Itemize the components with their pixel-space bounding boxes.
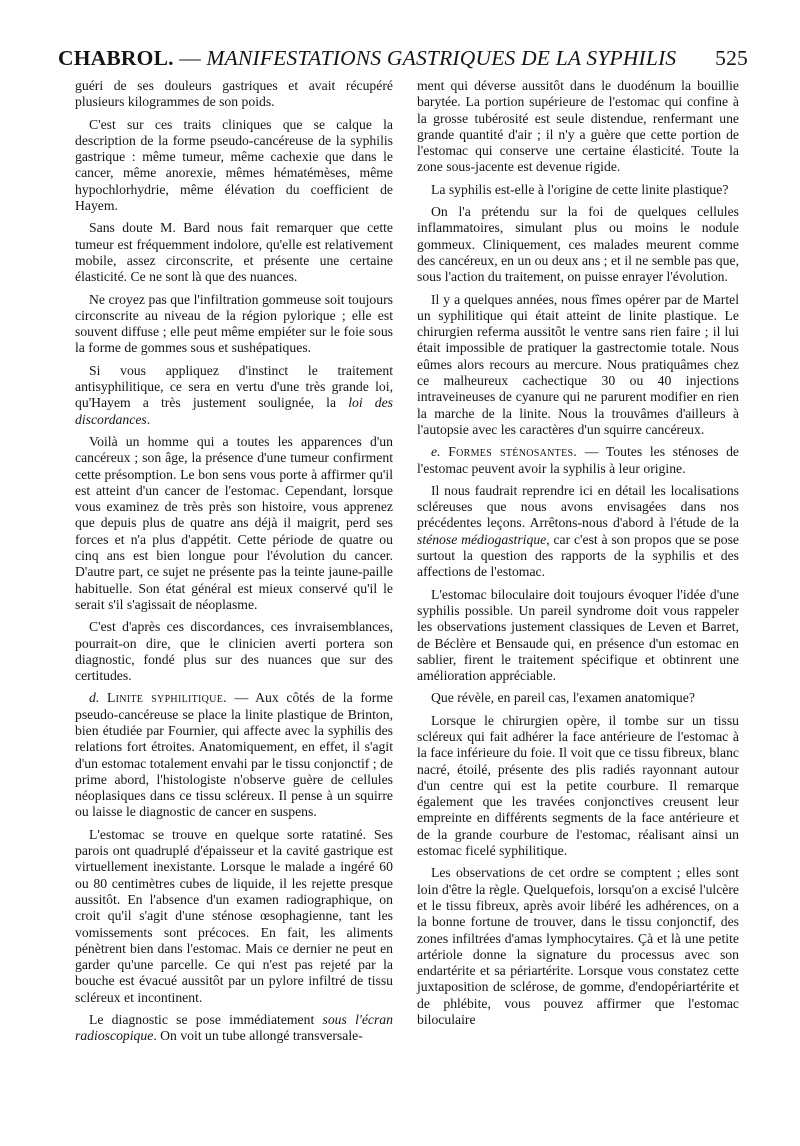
paragraph bbox=[75, 363, 393, 428]
section-label: d. bbox=[89, 690, 100, 706]
paragraph bbox=[75, 1012, 393, 1045]
paragraph: C'est d'après ces discordances, ces invraisemblances, pourrait-on dire, que le clinicien averti portera son diagnostic, fondé plus sur des nuances que sur des certitudes. bbox=[75, 619, 393, 684]
section-heading: Formes sténosantes. bbox=[448, 444, 578, 460]
paragraph bbox=[417, 483, 739, 581]
right-column bbox=[417, 78, 739, 1034]
section-label: e. bbox=[431, 444, 441, 460]
paragraph: L'estomac biloculaire doit toujours évoquer l'idée d'une syphilis possible. Un pareil syndrome doit vous rappeler les observations justement classiques de Leven et Barret, de Béclère et Bensaude qui, en présence d'un estomac en sablier, firent le traitement spécifique et obtinrent une amélioration appréciable. bbox=[417, 586, 739, 684]
paragraph: guéri de ses douleurs gastriques et avait récupéré plusieurs kilogrammes de son poids. bbox=[75, 78, 393, 110]
paragraph-text: Si vous appliquez d'instinct le traitement antisyphilitique, ce sera en vertu d'une très grande loi, qu'Hayem a très justement soulignée, la bbox=[75, 362, 393, 411]
emphasis-term: loi des discordances bbox=[75, 395, 393, 427]
header-author: CHABROL. bbox=[58, 46, 174, 70]
paragraph: Sans doute M. Bard nous fait remarquer que cette tumeur est fréquemment indolore, qu'elle est relativement mobile, assez circonscrite, et présente une certaine élasticité. Ce ne sont là que des nuances. bbox=[75, 220, 393, 285]
emphasis-term: sténose médiogastrique bbox=[417, 531, 547, 547]
paragraph-text: . bbox=[146, 411, 151, 427]
left-column bbox=[75, 78, 393, 1051]
section-paragraph bbox=[75, 690, 393, 820]
paragraph-text: Le diagnostic se pose immédiatement bbox=[89, 1012, 323, 1028]
paragraph-text: , car c'est à son propos que se pose surtout la question des rapports de la syphilis et des affections de l'estomac. bbox=[417, 531, 739, 580]
paragraph-text: — Aux côtés de la forme pseudo-cancéreuse se place la linite plastique de Brinton, bien étudiée par Fournier, qui affecte avec la syphilis des relations fort étroites. Anatomiquement, en effet, il s'agit d'un estomac totalement envahi par le tissu conjonctif ; de prime abord, l'histologiste n'observe guère de cellules néoplasiques dans ce tissu scléreux. Il pense à un squirre ou laisse le diagnostic de cancer en suspens. bbox=[75, 690, 394, 820]
header-title: MANIFESTATIONS GASTRIQUES DE LA SYPHILIS bbox=[206, 46, 677, 70]
header-separator: — bbox=[179, 46, 201, 70]
page-number: 525 bbox=[715, 46, 748, 70]
section-heading: Linite syphilitique. bbox=[106, 690, 227, 706]
paragraph: La syphilis est-elle à l'origine de cette linite plastique? bbox=[431, 181, 729, 197]
paragraph: Voilà un homme qui a toutes les apparences d'un cancéreux ; son âge, la présence d'une tumeur confirment cette présomption. Le bon sens vous porte à affirmer qu'il est atteint d'un cancer de l'estomac. Cependant, lorsque vous examinez de très près son histoire, vous apprenez que depuis plus de quatre ans déjà il maigrit, perd ses forces et n'a plus d'appétit. Cette période de quatre ou cinq ans est bien longue pour l'évolution du cancer. D'autre part, ce sujet ne présente pas la teinte jaune-paille habituelle. Son état général est mieux conservé qu'il le serait s'il s'agissait de néoplasme. bbox=[75, 433, 393, 612]
paragraph: On l'a prétendu sur la foi de quelques cellules inflammatoires, simulant plus ou moins le nodule gommeux. Cliniquement, ces malades meurent comme des cancéreux, en un ou deux ans ; et il ne semble pas que, sous l'action du traitement, on puisse enrayer l'évolution. bbox=[417, 204, 739, 285]
paragraph: Lorsque le chirurgien opère, il tombe sur un tissu scléreux qui fait adhérer la face antérieure de l'estomac à la face inférieure du foie. Il voit que ce tissu fibreux, blanc nacré, étoilé, présente des plis radiés rayonnant autour d'un centre qui est la petite courbure. Il remarque également que les travées conjonctives creusent leur empreinte en différents segments de la face antérieure et de la grande courbure de l'estomac, réalisant ainsi un estomac ficelé syphilitique. bbox=[417, 712, 739, 859]
section-paragraph bbox=[417, 444, 739, 477]
paragraph-text: Il nous faudrait reprendre ici en détail les localisations scléreuses que nous avons envisagées dans nos précédentes leçons. Arrêtons-nous d'abord à l'étude de la bbox=[417, 482, 739, 531]
paragraph-text: . On voit un tube allongé transversale- bbox=[153, 1028, 363, 1044]
paragraph: ment qui déverse aussitôt dans le duodénum la bouillie barytée. La portion supérieure de l'estomac qui confine à la grosse tubérosité est seule distendue, renfermant une grande quantité d'air ; il n'y a guère que cette portion de l'estomac qui conserve une certaine élasticité. Toute la zone sous-jacente est devenue rigide. bbox=[417, 78, 739, 175]
paragraph: L'estomac se trouve en quelque sorte ratatiné. Ses parois ont quadruplé d'épaisseur et la cavité gastrique est virtuellement inexistante. Lorsque le malade a ingéré 60 ou 80 centimètres cubes de liquide, il les rejette presque aussitôt. En l'absence d'un examen radiographique, on croit qu'il s'agit d'une sténose œsophagienne, tant les vomissements sont précoces. En fait, les aliments pénètrent bien dans l'estomac. Mais ce dernier ne peut en garder qu'une parcelle. Ce qui n'est pas rejeté par la bouche est évacué aussitôt par un pylore infiltré de tissu scléreux et incontinent. bbox=[75, 826, 393, 1005]
paragraph: Que révèle, en pareil cas, l'examen anatomique? bbox=[431, 690, 695, 706]
paragraph-text: — Toutes les sténoses de l'estomac peuvent avoir la syphilis à leur origine. bbox=[417, 444, 739, 476]
running-header bbox=[58, 46, 748, 76]
paragraph: Les observations de cet ordre se comptent ; elles sont loin d'être la règle. Quelquefois, lorsqu'on a excisé l'ulcère et le tissu fibreux, après avoir libéré les adhérences, on a la bonne fortune de trouver, dans le tissu conjonctif, des zones infiltrées d'amas lymphocytaires. Çà et là une petite artériole donne la signature du processus avec son endartérite et sa périartérite. Lorsque vous constatez cette juxtaposition de sclérose, de gomme, d'endopériartérite et de phlébite, vous pouvez affirmer que l'estomac biloculaire bbox=[417, 865, 739, 1028]
paragraph: Ne croyez pas que l'infiltration gommeuse soit toujours circonscrite au niveau de la région pylorique ; elle est souvent diffuse ; elle peut même empiéter sur le foie sous la forme de gommes sous et sushépatiques. bbox=[75, 291, 393, 356]
emphasis-term: sous l'écran radioscopique bbox=[75, 1012, 393, 1044]
paragraph: C'est sur ces traits cliniques que se calque la description de la forme pseudo-cancéreuse de la syphilis gastrique : même tumeur, même cachexie que dans le cancer, même anorexie, mêmes hématémèses, même hypochlorhydrie, même élévation du coefficient de Hayem. bbox=[75, 116, 393, 214]
paragraph: Il y a quelques années, nous fîmes opérer par de Martel un syphilitique qui était atteint de linite plastique. Le chirurgien referma aussitôt le ventre sans rien faire ; il lui était impossible de pratiquer la gastrectomie totale. Nous eûmes alors recours au mercure. Nous pratiquâmes chez ce malheureux cachectique 30 ou 40 injections intraveineuses de cyanure qui ne parurent modifier en rien la marche de la linite. Nous la trouvâmes d'ailleurs à l'autopsie avec les caractères d'un squirre cancéreux. bbox=[417, 291, 739, 437]
